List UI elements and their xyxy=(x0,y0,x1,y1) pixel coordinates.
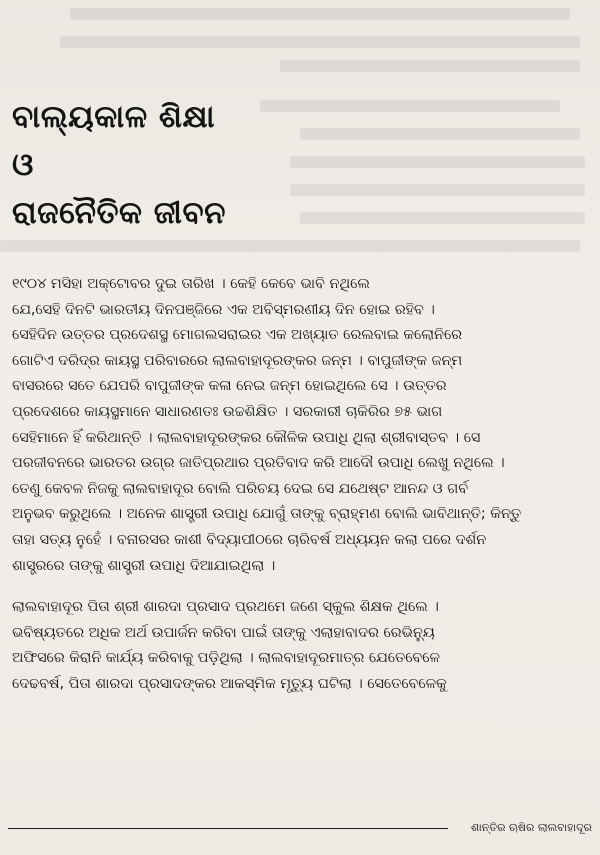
text-line: ଅଫିସରେ କିରାନି କାର୍ଯ୍ୟ କରିବାକୁ ପଡ଼ିଥିଲା । ଲାଲବାହାଦୂରମାତ୍ର ଯେତେବେଳେ xyxy=(12,650,440,667)
text-line: ତାହା ସତ୍ୟ ନୁହେଁ । ବନାରସର କାଶୀ ବିଦ୍ୟାପୀଠରେ ଚାରିବର୍ଷ ଅଧ୍ୟୟନ କଲା ପରେ ଦର୍ଶନ xyxy=(12,531,487,548)
chapter-title-line-2: ଓ xyxy=(12,147,34,183)
page-footer xyxy=(8,818,592,838)
paragraph-1 xyxy=(12,272,588,579)
paragraph-spacer xyxy=(12,579,588,595)
text-line: ଭବିଷ୍ୟତରେ ଅଧିକ ଅର୍ଥ ଉପାର୍ଜନ କରିବା ପାଇଁ ତାଙ୍କୁ ଏଲାହାବାଦର ରେଭିନ୍ୟୁ xyxy=(12,624,435,641)
chapter-title xyxy=(12,96,226,240)
chapter-body xyxy=(12,272,588,698)
chapter-title-line-3: ରାଜନୈତିକ ଜୀବନ xyxy=(12,195,226,231)
text-line: ପରଜୀବନରେ ଭାରତର ଉଗ୍ର ଜାତିପ୍ରଥାର ପ୍ରତିବାଦ କରି ଆଦୌ ଉପାଧି ଲେଖୁ ନଥିଲେ । xyxy=(12,455,505,472)
text-line: ସେହିମାନେ ହିଁ କରିଥାନ୍ତି । ଲାଲବାହାଦୂରଙ୍କର କୌଳିକ ଉପାଧି ଥିଲା ଶ୍ରୀବାସ୍ତବ । ସେ xyxy=(12,429,481,446)
text-line: ପ୍ରଦେଶରେ କାୟସ୍ଥମାନେ ସାଧାରଣତଃ ଉଚ୍ଚଶିକ୍ଷିତ । ସରକାରୀ ଚାକିରିର ୭୫ ଭାଗ xyxy=(12,403,443,420)
text-line: ସେହିଦିନ ଉତ୍ତର ପ୍ରଦେଶସ୍ଥ ମୋଗଲସରାଇର ଏକ ଅଖ୍ୟାତ ରେଲବାଇ କଲୋନିରେ xyxy=(12,327,463,344)
text-line: ଗୋଟିଏ ଦରିଦ୍ର କାୟସ୍ଥ ପରିବାରରେ ଲାଲବାହାଦୂରଙ୍କର ଜନ୍ମ । ବାପୁଜୀଙ୍କ ଜନ୍ମ xyxy=(12,352,463,369)
chapter-title-line-1: ବାଲ୍ୟକାଳ ଶିକ୍ଷା xyxy=(12,99,216,135)
text-line: ଯେ,ସେହି ଦିନଟି ଭାରତୀୟ ଦିନପଞ୍ଜିରେ ଏକ ଅବିସ୍ମରଣୀୟ ଦିନ ହୋଇ ରହିବ । xyxy=(12,301,435,318)
text-line: ଲାଲବାହାଦୂର ପିତା ଶ୍ରୀ ଶାରଦା ପ୍ରସାଦ ପ୍ରଥମେ ଜଣେ ସ୍କୁଲ ଶିକ୍ଷକ ଥିଲେ । xyxy=(12,599,439,616)
text-line: ଅନୁଭବ କରୁଥିଲେ । ଅନେକ ଶାସ୍ତ୍ରୀ ଉପାଧି ଯୋଗୁଁ ତାଙ୍କୁ ବ୍ରାହ୍ମଣ ବୋଲି ଭାବିଥାନ୍ତି; କିନ୍ତୁ xyxy=(12,506,522,523)
text-line: ଦେଢବର୍ଷ, ପିତା ଶାରଦା ପ୍ରସାଦଙ୍କର ଆକସ୍ମିକ ମୃତ୍ୟୁ ଘଟିଲା । ସେତେବେଳେକୁ xyxy=(12,675,447,692)
footer-rule xyxy=(8,828,448,829)
running-title: ଶାନ୍ତିର ଋଷିର ଲାଲବାହାଦୂର xyxy=(471,821,592,834)
paragraph-2 xyxy=(12,595,588,697)
text-line: ଶାସ୍ତ୍ରରେ ତାଙ୍କୁ ଶାସ୍ତ୍ରୀ ଉପାଧି ଦିଆଯାଇଥିଲା । xyxy=(12,557,276,574)
text-line: ୧୯୦୪ ମସିହା ଅକ୍ଟୋବର ଦୁଇ ତାରିଖ । କେହି କେବେ ଭାବି ନଥିଲେ xyxy=(12,276,370,292)
text-line: ବାସରରେ ସତେ ଯେପରି ବାପୁଜୀଙ୍କ କଳା ନେଇ ଜନ୍ମ ହୋଇଥିଲେ ସେ । ଉତ୍ତର xyxy=(12,378,447,395)
text-line: ତେଣୁ କେବଳ ନିଜକୁ ଲାଲବାହାଦୂର ବୋଲି ପରିଚୟ ଦେଇ ସେ ଯଥେଷ୍ଟ ଆନନ୍ଦ ଓ ଗର୍ବ xyxy=(12,480,469,497)
